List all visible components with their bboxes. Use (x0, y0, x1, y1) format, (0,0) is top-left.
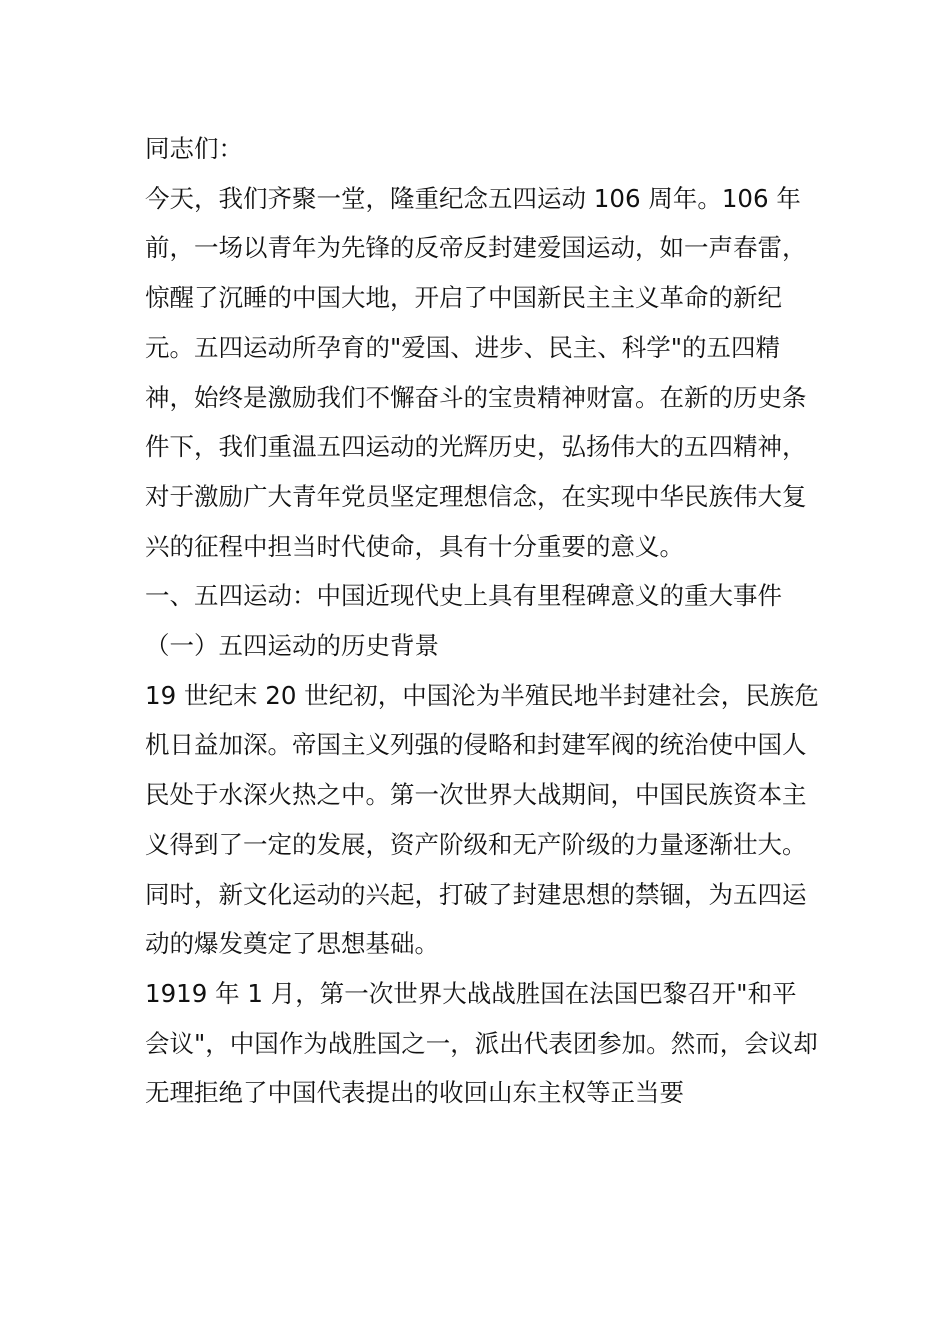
document-body (145, 124, 820, 1118)
body-paragraph-background: 19 世纪末 20 世纪初，中国沦为半殖民地半封建社会，民族危机日益加深。帝国主义列强的侵略和封建军阀的统治使中国人民处于水深火热之中。第一次世界大战期间，中国民族资本主义得到了一定的发展，资产阶级和无产阶级的力量逐渐壮大。同时，新文化运动的兴起，打破了封建思想的禁锢，为五四运动的爆发奠定了思想基础。 (145, 680, 819, 959)
subsection-heading: （一）五四运动的历史背景 (145, 631, 439, 661)
intro-paragraph: 今天，我们齐聚一堂，隆重纪念五四运动 106 周年。106 年前，一场以青年为先锋的反帝反封建爱国运动，如一声春雷，惊醒了沉睡的中国大地，开启了中国新民主主义革命的新纪元。五四运动所孕育的"爱国、进步、民主、科学"的五四精神，始终是激励我们不懈奋斗的宝贵精神财富。在新的历史条件下，我们重温五四运动的光辉历史，弘扬伟大的五四精神，对于激励广大青年党员坚定理想信念，在实现中华民族伟大复兴的征程中担当时代使命，具有十分重要的意义。 (145, 183, 807, 561)
salutation: 同志们： (145, 134, 243, 163)
body-paragraph-paris-conference: 1919 年 1 月，第一次世界大战战胜国在法国巴黎召开"和平会议"，中国作为战胜国之一，派出代表团参加。然而，会议却无理拒绝了中国代表提出的收回山东主权等正当要 (145, 978, 818, 1108)
section-heading: 一、五四运动：中国近现代史上具有里程碑意义的重大事件 (145, 581, 782, 611)
